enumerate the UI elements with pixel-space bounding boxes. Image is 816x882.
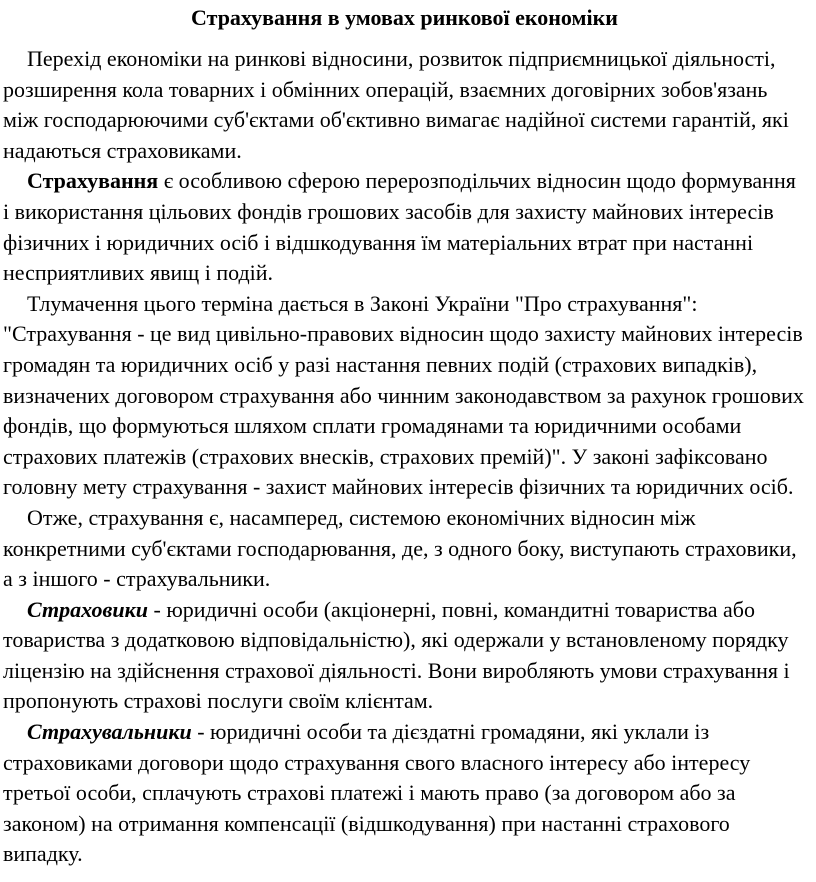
document-title: Страхування в умовах ринкової економіки [191,5,618,30]
paragraph-insurance-definition [3,166,806,288]
paragraph-intro [3,44,806,166]
paragraph-text: - юридичні особи та дієздатні громадяни, які уклали із страховиками договори щодо страхування свого власного інтересу або інтересу третьої особи, сплачують страхові платежі і мають право (за договором або за законом) на отримання компенсації (відшкодування) при настанні страхового випадку. [3,719,751,867]
term-policyholders: Страхувальники [27,719,192,745]
paragraph-text: Отже, страхування є, насамперед, системою економічних відносин між конкретними суб'єктами господарювання, де, з одного боку, виступають страховики, а з іншого - страхувальники. [3,504,797,592]
term-insurance: Страхування [27,168,159,194]
paragraph-text: - юридичні особи (акціонерні, повні, командитні товариства або товариства з додатковою відповідальністю), які одержали у встановленому порядку ліцензію на здійснення страхової діяльності. Вони виробляють умови страхування і пропонують страхові послуги своїм клієнтам. [3,596,790,714]
paragraph-policyholders [3,717,806,870]
paragraph-insurers [3,595,806,717]
paragraph-text: Тлумачення цього терміна дається в Законі України "Про страхування": "Страхування - це вид цивільно-правових відносин щодо захисту майнових інтересів громадян та юридичних осіб у разі настання певних подій (страхових випадків), визначених договором страхування або чинним законодавством за рахунок грошових фондів, що формуються шляхом сплати громадянами та юридичними особами страхових платежів (страхових внесків, страхових премій)". У законі зафіксовано головну мету страхування - захист майнових інтересів фізичних та юридичних осіб. [3,290,804,500]
paragraph-text: є особливою сферою перерозподільчих відносин щодо формування і використання цільових фондів грошових засобів для захисту майнових інтересів фізичних і юридичних осіб і відшкодування їм матеріальних втрат при настанні несприятливих явищ і подій. [3,168,796,286]
term-insurers: Страховики [27,596,148,622]
paragraph-law-interpretation [3,289,806,503]
paragraph-text: Перехід економіки на ринкові відносини, розвиток підприємницької діяльності, розширення кола товарних і обмінних операцій, взаємних договірних зобов'язань між господарюючими суб'єктами об'єктивно вимагає надійної системи гарантій, які надаються страховиками. [3,46,789,163]
paragraph-economic-relations [3,503,806,595]
